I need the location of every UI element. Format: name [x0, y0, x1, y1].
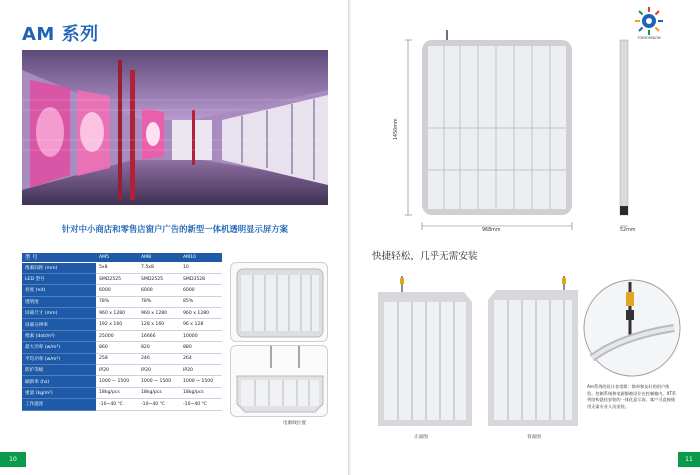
spec-value: -10~40 ℃ [180, 399, 222, 410]
product-slogan: 针对中小商店和零售店窗户广告的新型一体机透明显示屏方案 [61, 224, 289, 234]
dimension-height-label: 1450mm [394, 118, 399, 140]
spec-value: 128 x 160 [138, 319, 180, 330]
table-row [22, 262, 222, 273]
power-cable-caption: 电源线位置 [283, 421, 306, 426]
spec-value: 78% [96, 296, 138, 307]
spec-label: 刷新率 (hz) [22, 376, 96, 387]
dimension-depth-label: 52mm [620, 228, 636, 233]
spec-value: 18kg/pcs [96, 387, 138, 398]
panel-front-illustration [231, 263, 328, 342]
spec-label: 平均功率 (w/m²) [22, 353, 96, 364]
front-back-views [372, 276, 586, 436]
spec-header-am5: AM5 [96, 253, 138, 262]
table-row [22, 285, 222, 296]
spec-value: 5x8 [96, 262, 138, 273]
power-cable-illustration [231, 346, 328, 417]
table-row [22, 273, 222, 284]
spec-header-model: 型 号 [22, 253, 96, 262]
spec-value: 78% [138, 296, 180, 307]
spec-table [22, 253, 222, 411]
spec-label: 亮度 (nit) [22, 285, 96, 296]
spec-value: IP20 [96, 365, 138, 376]
cable-detail-circle [582, 278, 682, 378]
spec-value: 960 x 1280 [180, 308, 222, 319]
brand-logo-text: TOKYOVISION [637, 36, 661, 40]
spec-value: IP20 [138, 365, 180, 376]
storefront-photo [22, 50, 328, 205]
spec-label: LED 型号 [22, 273, 96, 284]
table-row [22, 342, 222, 353]
spec-value: 264 [180, 353, 222, 364]
storefront-photo-illustration [22, 50, 328, 205]
spec-value: 192 x 160 [96, 319, 138, 330]
spec-value: SMD3528 [180, 273, 222, 284]
spec-label: 工作温度 [22, 399, 96, 410]
page-number-right: 11 [678, 452, 700, 467]
spec-header-am8: AM8 [138, 253, 180, 262]
spec-label: 防护等级 [22, 365, 96, 376]
spec-value: 246 [138, 353, 180, 364]
spec-header-am10: AM10 [180, 253, 222, 262]
spec-value: 1000 ~ 1500 [138, 376, 180, 387]
spec-value: SMD2525 [96, 273, 138, 284]
spec-label: 屏幕分辨率 [22, 319, 96, 330]
spec-label: 屏幕尺寸 (mm) [22, 308, 96, 319]
spec-value: 1000 ~ 1500 [180, 376, 222, 387]
spec-label: 重量 (kg/m²) [22, 387, 96, 398]
spec-value: 85% [180, 296, 222, 307]
spec-value: 16666 [138, 330, 180, 341]
series-title: AM 系列 [22, 24, 99, 45]
table-row [22, 399, 222, 410]
spec-value: 6000 [180, 285, 222, 296]
spec-value: 25000 [96, 330, 138, 341]
installation-description: Am系列的设计非常简：简单和友好的用户体验。控制系统和电源都被设计在控制箱内，XT系列结构悬挂安装的一体化显示屏，客户可直接使用无需专业人员安装。 [587, 384, 677, 409]
spec-value: 960 x 1280 [138, 308, 180, 319]
back-view-caption: 背面图 [527, 435, 541, 440]
spec-value: 880 [180, 342, 222, 353]
spec-value: 10 [180, 262, 222, 273]
spec-value: 860 [96, 342, 138, 353]
spec-label: 像素 (dot/m²) [22, 330, 96, 341]
spec-value: 18kg/pcs [138, 387, 180, 398]
spec-value: 258 [96, 353, 138, 364]
spec-label: 像素间距 (mm) [22, 262, 96, 273]
table-row [22, 296, 222, 307]
table-row [22, 319, 222, 330]
panel-bottom-thumbnail [230, 345, 328, 417]
spec-value: 18kg/pcs [180, 387, 222, 398]
right-page [352, 0, 700, 475]
spec-value: 6000 [138, 285, 180, 296]
spec-value: -10~40 ℃ [138, 399, 180, 410]
spec-label: 透明度 [22, 296, 96, 307]
table-row [22, 308, 222, 319]
panel-front-thumbnail [230, 262, 328, 342]
spec-value: 820 [138, 342, 180, 353]
table-row [22, 365, 222, 376]
spec-value: SMD2525 [138, 273, 180, 284]
spec-label: 最大功率 (w/m²) [22, 342, 96, 353]
section-title: 快捷轻松，几乎无需安装 [372, 251, 478, 262]
table-row [22, 387, 222, 398]
spec-value: IP20 [180, 365, 222, 376]
spec-value: -10~40 ℃ [96, 399, 138, 410]
spec-value: 6000 [96, 285, 138, 296]
spec-value: 960 x 1280 [96, 308, 138, 319]
spec-value: 7.5x8 [138, 262, 180, 273]
front-view-caption: 正面图 [414, 435, 428, 440]
table-row [22, 353, 222, 364]
spec-value: 10000 [180, 330, 222, 341]
spec-header-row [22, 253, 222, 262]
spec-value: 1000 ~ 1500 [96, 376, 138, 387]
dimension-width-label: 968mm [482, 228, 501, 233]
table-row [22, 376, 222, 387]
left-page [0, 0, 348, 475]
page-number-left: 10 [0, 452, 26, 467]
spec-value: 96 x 128 [180, 319, 222, 330]
table-row [22, 330, 222, 341]
dimension-drawing [404, 30, 644, 240]
